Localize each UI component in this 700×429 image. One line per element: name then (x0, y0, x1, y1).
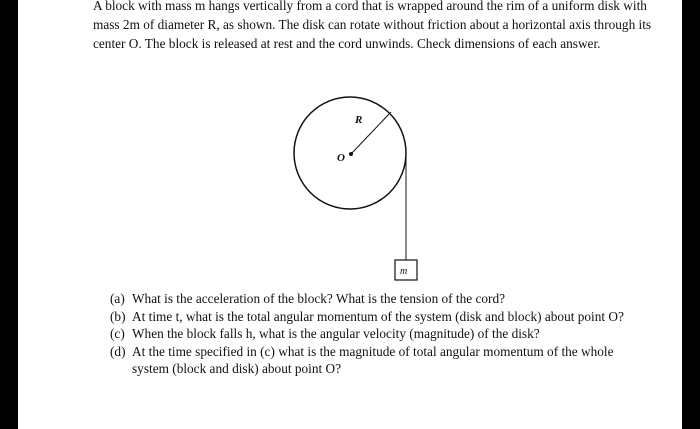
question-label: (b) (110, 308, 126, 324)
radius-label: R (355, 114, 363, 126)
question-a (110, 290, 630, 308)
question-label: (a) (110, 291, 125, 306)
question-label: (c) (110, 326, 125, 342)
center-label: O (337, 152, 345, 164)
problem-statement: A block with mass m hangs vertically from a cord that is wrapped around the rim of a uniform disk with mass 2m of diameter R, as shown. The disk can rotate without friction about a horizontal axis through its center O. The block is released at rest and the cord unwinds. Check dimensions of each answer. (93, 0, 652, 51)
block-label: m (400, 266, 408, 277)
question-list (110, 290, 630, 378)
center-point (349, 152, 353, 156)
question-b (110, 308, 630, 326)
question-c (110, 325, 630, 343)
question-text: When the block falls h, what is the angular velocity (magnitude) of the disk? (132, 326, 540, 342)
question-text: At time t, what is the total angular momentum of the system (disk and block) about point O? (132, 308, 624, 324)
disk-block-figure (18, 0, 682, 300)
question-text: At the time specified in (c) what is the magnitude of total angular momentum of the whole system (block and disk) about point O? (132, 343, 614, 377)
question-label: (d) (110, 343, 126, 359)
document-page (18, 0, 682, 429)
question-d (110, 343, 630, 378)
figure-drawing (18, 0, 682, 300)
question-text: What is the acceleration of the block? What is the tension of the cord? (132, 291, 506, 306)
